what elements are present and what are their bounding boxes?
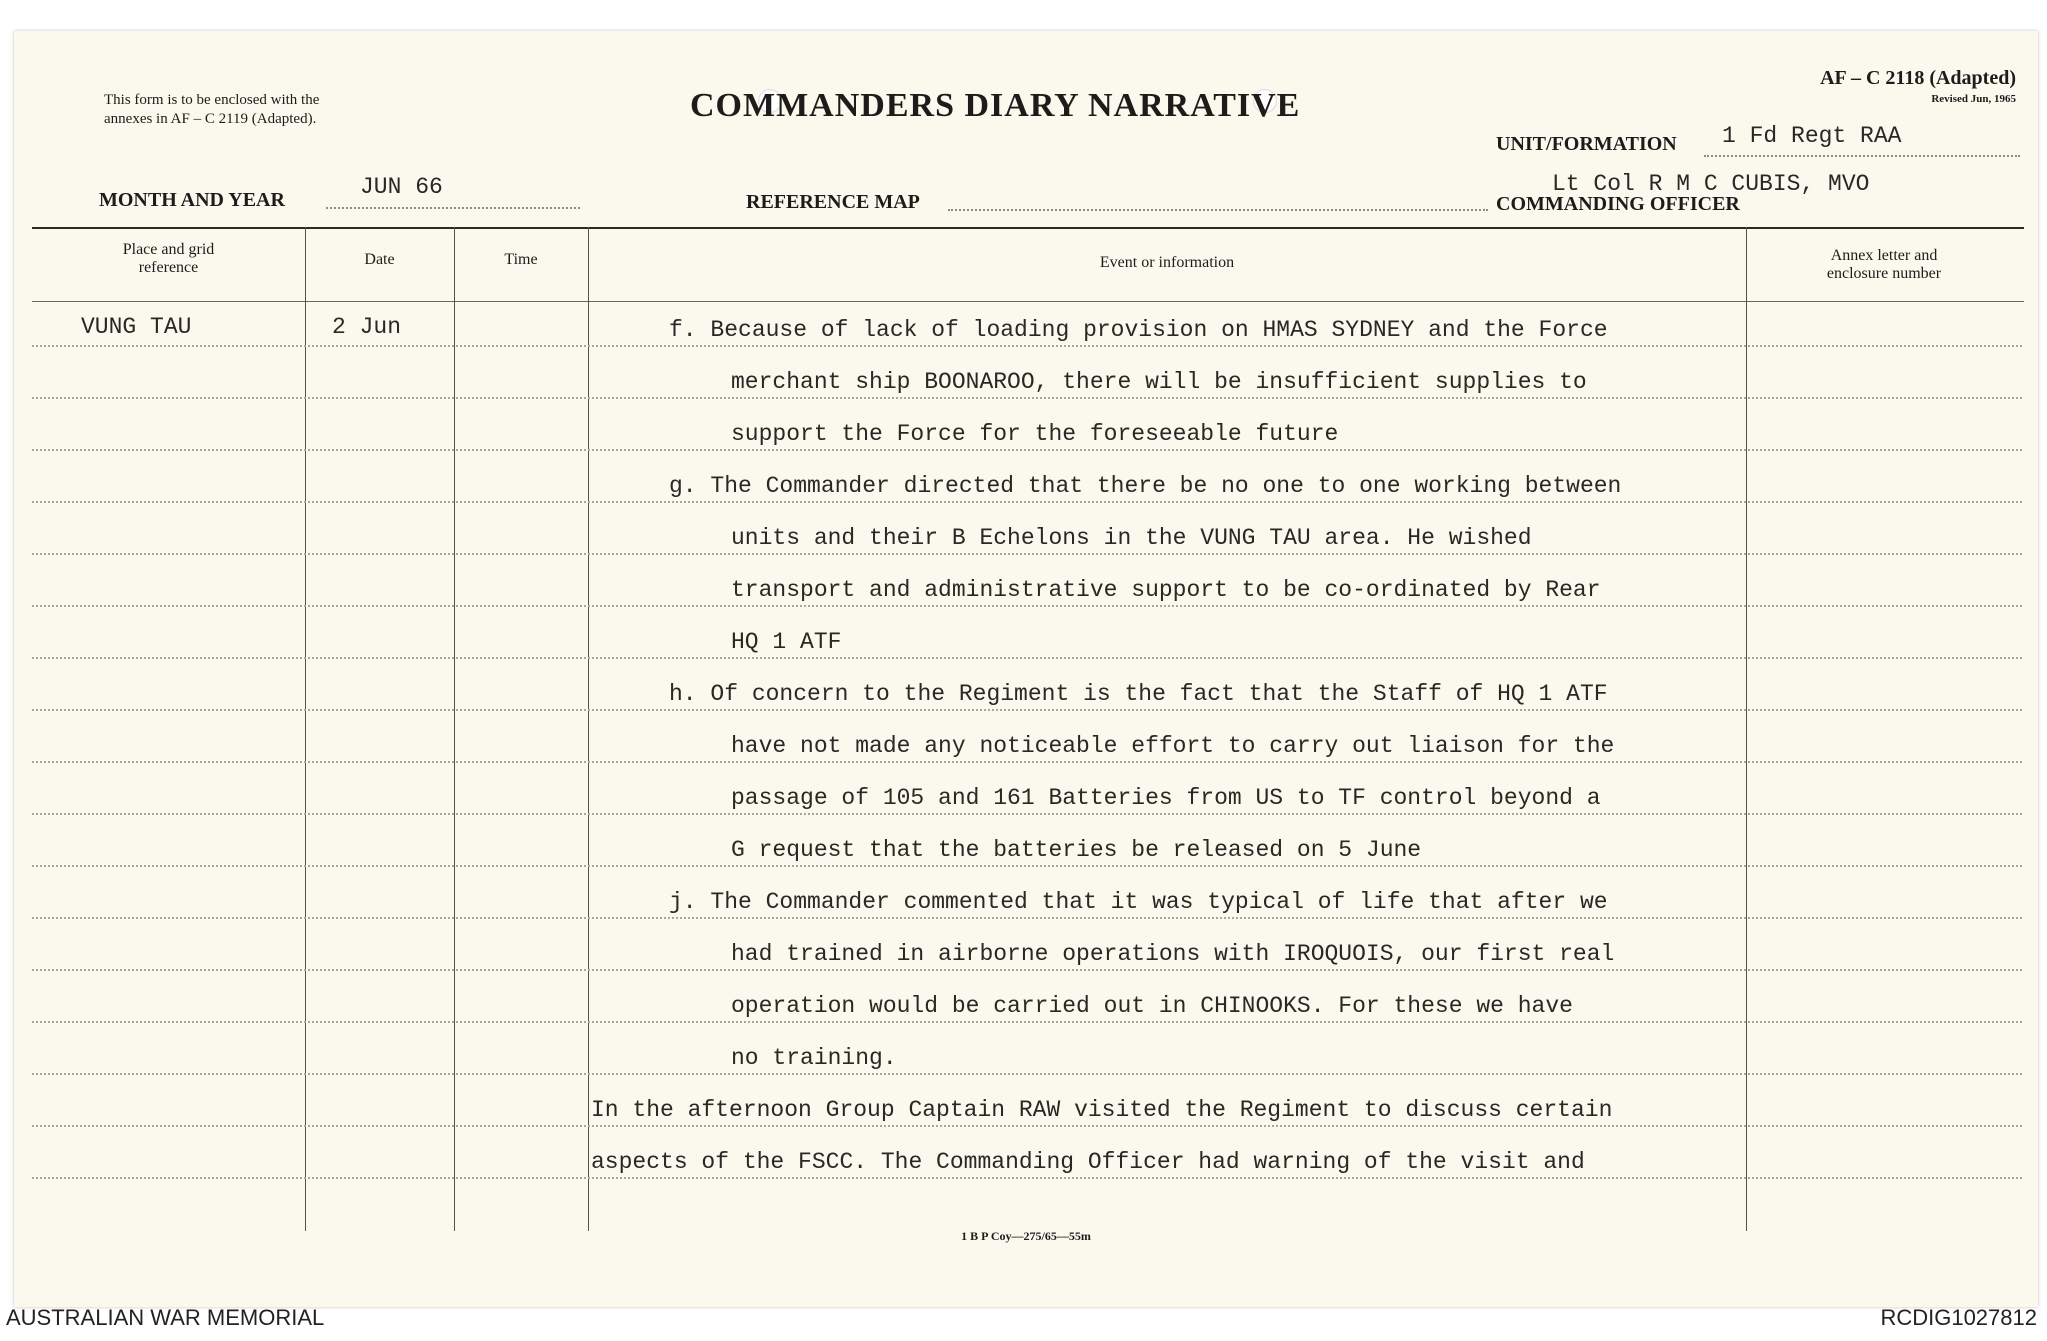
narrative-line: G request that the batteries be released on 5 June: [731, 837, 1422, 863]
narrative-line: f. Because of lack of loading provision on HMAS SYDNEY and the Force: [669, 317, 1608, 343]
ruled-line: [32, 1021, 2022, 1023]
printer-imprint: 1 B P Coy—275/65—55m: [961, 1229, 1091, 1243]
form-title: COMMANDERS DIARY NARRATIVE: [690, 87, 1301, 124]
entry-place: VUNG TAU: [81, 314, 192, 340]
archive-caption-right: RCDIG1027812: [1880, 1305, 2037, 1330]
narrative-line: operation would be carried out in CHINOOKS. For these we have: [731, 993, 1573, 1019]
narrative-line: h. Of concern to the Regiment is the fact that the Staff of HQ 1 ATF: [669, 681, 1608, 707]
ruled-line: [32, 1073, 2022, 1075]
col-header-place: Place and grid reference: [122, 241, 215, 276]
enclosure-note: This form is to be enclosed with the annexes in AF – C 2119 (Adapted).: [104, 92, 320, 127]
archive-caption-left: AUSTRALIAN WAR MEMORIAL: [6, 1305, 325, 1330]
ruled-line: [32, 345, 2022, 347]
ruled-line: [32, 969, 2022, 971]
ruled-line: [32, 553, 2022, 555]
form-number: AF – C 2118 (Adapted): [1820, 67, 2016, 89]
col-header-annex: Annex letter and enclosure number: [1826, 247, 1942, 282]
table-header-rule: [32, 301, 2024, 302]
narrative-line: have not made any noticeable effort to carry out liaison for the: [731, 733, 1615, 759]
ruled-line: [32, 605, 2022, 607]
commanding-officer-label: COMMANDING OFFICER: [1496, 193, 1740, 215]
map-dotted-line: [948, 209, 1488, 211]
ruled-line: [32, 501, 2022, 503]
unit-label: UNIT/FORMATION: [1496, 133, 1677, 155]
ruled-line: [32, 657, 2022, 659]
unit-value: 1 Fd Regt RAA: [1722, 123, 1902, 149]
month-label: MONTH AND YEAR: [99, 189, 285, 211]
narrative-line: no training.: [731, 1045, 897, 1071]
narrative-line: had trained in airborne operations with IROQUOIS, our first real: [731, 941, 1615, 967]
narrative-line: HQ 1 ATF: [731, 629, 842, 655]
revised-date: Revised Jun, 1965: [1931, 93, 2016, 105]
ruled-line: [32, 397, 2022, 399]
ruled-line: [32, 709, 2022, 711]
diary-form-page: [14, 31, 2038, 1307]
commanding-officer-name: Lt Col R M C CUBIS, MVO: [1552, 171, 1870, 197]
col-divider: [588, 227, 589, 1231]
ruled-line: [32, 449, 2022, 451]
unit-dotted-line: [1704, 155, 2020, 157]
reference-map-label: REFERENCE MAP: [746, 191, 920, 213]
col-divider: [1746, 227, 1747, 1231]
month-value: JUN 66: [360, 174, 443, 200]
ruled-line: [32, 1125, 2022, 1127]
narrative-line: g. The Commander directed that there be no one to one working between: [669, 473, 1622, 499]
narrative-line: j. The Commander commented that it was typical of life that after we: [669, 889, 1608, 915]
ruled-line: [32, 1177, 2022, 1179]
narrative-line: aspects of the FSCC. The Commanding Officer had warning of the visit and: [591, 1149, 1585, 1175]
table-top-rule: [32, 227, 2024, 229]
col-header-event: Event or information: [1099, 254, 1235, 271]
col-header-date: Date: [364, 251, 395, 268]
narrative-line: transport and administrative support to be co-ordinated by Rear: [731, 577, 1601, 603]
col-divider: [305, 227, 306, 1231]
narrative-line: merchant ship BOONAROO, there will be insufficient supplies to: [731, 369, 1587, 395]
ruled-line: [32, 813, 2022, 815]
ruled-line: [32, 865, 2022, 867]
narrative-line: In the afternoon Group Captain RAW visited the Regiment to discuss certain: [591, 1097, 1613, 1123]
ruled-line: [32, 761, 2022, 763]
month-dotted-line: [326, 207, 580, 209]
col-header-time: Time: [504, 251, 538, 268]
ruled-line: [32, 917, 2022, 919]
col-divider: [454, 227, 455, 1231]
entry-date: 2 Jun: [332, 314, 402, 340]
narrative-line: support the Force for the foreseeable future: [731, 421, 1339, 447]
narrative-line: units and their B Echelons in the VUNG TAU area. He wished: [731, 525, 1532, 551]
narrative-line: passage of 105 and 161 Batteries from US to TF control beyond a: [731, 785, 1601, 811]
